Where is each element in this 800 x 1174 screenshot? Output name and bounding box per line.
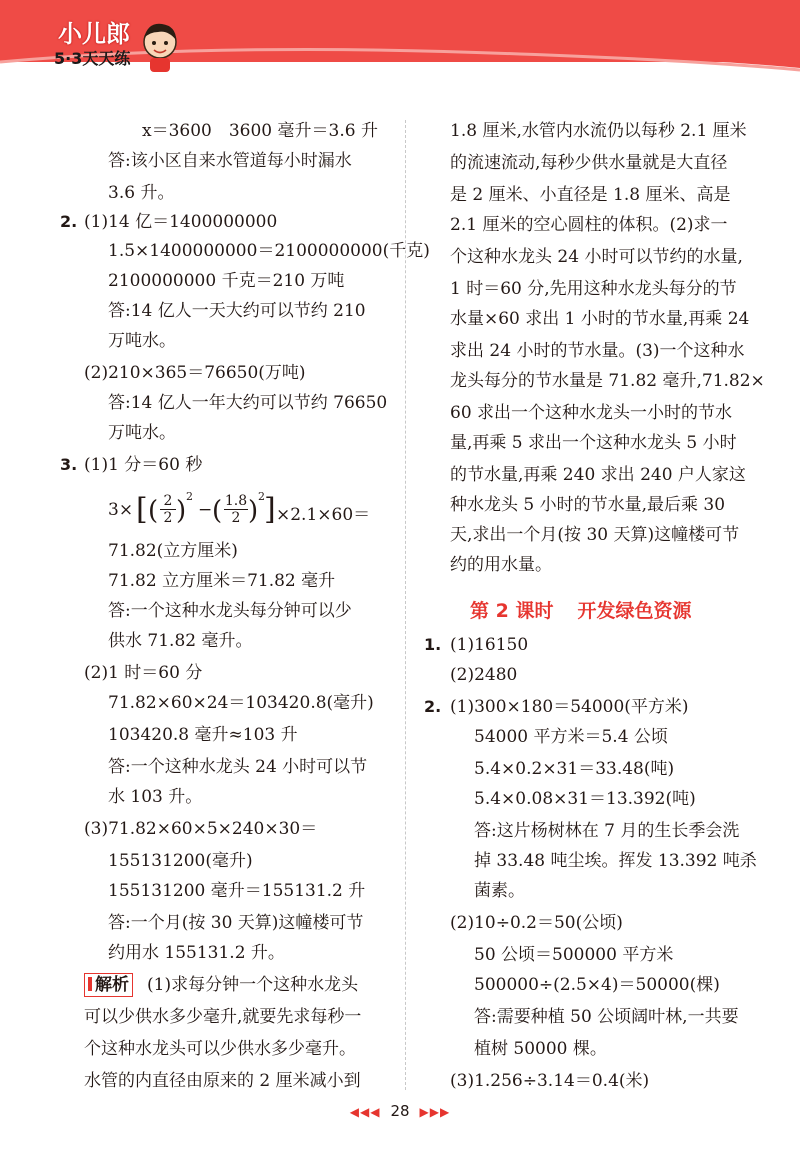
fraction-1-numerator: 2 [163,493,173,509]
text-line: 5.4×0.08×31＝13.392(吨) [474,789,696,809]
section-name: 开发绿色资源 [577,600,692,622]
series-name: 5·3天天练 [54,49,131,68]
text-line: 种水龙头 5 小时的节水量,最后乘 30 [450,495,726,515]
analysis-line [84,972,358,998]
fraction-2-denominator: 2 [224,509,248,526]
right-paren: ) [176,496,187,526]
left-paren: ( [212,496,223,526]
text-line: 答:一个这种水龙头每分钟可以少 [108,601,352,621]
text-line: 个这种水龙头可以少供水多少毫升。 [84,1039,356,1059]
left-paren: ( [148,496,159,526]
text-line: (1)1 分＝60 秒 [84,455,203,475]
section-title [470,596,715,623]
text-line: 可以少供水多少毫升,就要先求每秒一 [84,1007,362,1027]
text-line: (3)71.82×60×5×240×30＝ [84,819,318,839]
text-line: 万吨水。 [108,423,176,443]
text-line: 答:该小区自来水管道每小时漏水 [108,151,352,171]
text-line: 54000 平方米＝5.4 公顷 [474,727,668,747]
text-line: 50 公顷＝500000 平方米 [474,945,674,965]
left-bracket: [ [136,492,148,527]
text-line: 答:需要种植 50 公顷阔叶林,一共要 [474,1007,739,1027]
brand-logo: 小儿郎 [58,20,130,48]
text-line: (1)16150 [450,635,529,655]
text-line: 天,求出一个月(按 30 天算)这幢楼可节 [450,525,740,545]
text-line: 3.6 升。 [108,183,175,203]
analysis-text: (1)求每分钟一个这种水龙头 [147,975,359,995]
text-line: 龙头每分的节水量是 71.82 毫升,71.82× [450,371,765,391]
text-line: 155131200(毫升) [108,851,253,871]
text-line: 60 求出一个这种水龙头一小时的节水 [450,403,733,423]
text-line: 答:一个这种水龙头 24 小时可以节 [108,757,368,777]
text-line: 2100000000 千克＝210 万吨 [108,271,345,291]
text-line: 约的用水量。 [450,555,552,575]
text-line: 答:14 亿人一天大约可以节约 210 [108,301,366,321]
text-line: (2)2480 [450,665,518,685]
section-lesson: 第 2 课时 [470,600,554,622]
text-line: (2)210×365＝76650(万吨) [84,363,306,383]
question-number: 3. [60,455,78,474]
text-line: 1 时＝60 分,先用这种水龙头每分的节 [450,279,737,299]
analysis-tag: 解析 [84,973,133,997]
question-number: 1. [424,635,442,654]
text-line: 掉 33.48 吨尘埃。挥发 13.392 吨杀 [474,851,757,871]
text-line: 71.82(立方厘米) [108,541,238,561]
question-number: 2. [60,212,78,231]
text-line: 菌素。 [474,881,525,901]
text-line: 是 2 厘米、小直径是 1.8 厘米、高是 [450,185,731,205]
page-footer [0,1102,800,1120]
text-line: 万吨水。 [108,331,176,351]
text-line: 植树 50000 棵。 [474,1039,607,1059]
text-line: 5.4×0.2×31＝33.48(吨) [474,759,675,779]
text-line: 水量×60 求出 1 小时的节水量,再乘 24 [450,309,750,329]
boy-mascot-icon [138,18,182,74]
text-line: 答:14 亿人一年大约可以节约 76650 [108,393,388,413]
formula-lead: 3× [108,500,134,520]
text-line: 155131200 毫升＝155131.2 升 [108,881,366,901]
text-line: 水 103 升。 [108,787,203,807]
text-line: 1.5×1400000000＝2100000000(千克) [108,241,430,261]
text-line: 500000÷(2.5×4)＝50000(棵) [474,975,720,995]
text-line: (3)1.256÷3.14＝0.4(米) [450,1071,650,1091]
text-line: 71.82 立方厘米＝71.82 毫升 [108,571,336,591]
column-divider [405,120,406,1090]
text-line: 量,再乘 5 求出一个这种水龙头 5 小时 [450,433,737,453]
formula-tail: ×2.1×60＝ [276,505,371,525]
minus-sign: − [198,500,213,520]
text-line: 约用水 155131.2 升。 [108,943,285,963]
text-line: 1.8 厘米,水管内水流仍以每秒 2.1 厘米 [450,121,747,141]
text-line: x＝3600 3600 毫升＝3.6 升 [142,121,378,141]
text-line: 供水 71.82 毫升。 [108,631,253,651]
triangle-left-icons: ◀◀◀ [349,1105,381,1119]
right-paren: ) [248,496,259,526]
text-line: 的节水量,再乘 240 求出 240 户人家这 [450,465,746,485]
exponent-2: 2 [258,490,265,503]
text-line: 求出 24 小时的节水量。(3)一个这种水 [450,341,745,361]
fraction-2-numerator: 1.8 [224,493,248,509]
fraction-1-denominator: 2 [160,509,176,526]
text-line: 的流速流动,每秒少供水量就是大直径 [450,153,728,173]
text-line: 答:这片杨树林在 7 月的生长季会洗 [474,821,740,841]
exponent-1: 2 [186,490,193,503]
text-line: 答:一个月(按 30 天算)这幢楼可节 [108,913,364,933]
fraction-2 [224,493,248,526]
text-line: (2)10÷0.2＝50(公顷) [450,913,623,933]
fraction-1 [160,493,176,526]
text-line: 水管的内直径由原来的 2 厘米减小到 [84,1071,361,1091]
text-line: (1)14 亿＝1400000000 [84,212,278,232]
text-line: 71.82×60×24＝103420.8(毫升) [108,693,374,713]
triangle-right-icons: ▶▶▶ [419,1105,451,1119]
text-line: 103420.8 毫升≈103 升 [108,725,298,745]
text-line: (2)1 时＝60 分 [84,663,203,683]
right-bracket: ] [264,492,276,527]
text-line: 个这种水龙头 24 小时可以节约的水量, [450,247,743,267]
question-number: 2. [424,697,442,716]
text-line: (1)300×180＝54000(平方米) [450,697,689,717]
text-line: 2.1 厘米的空心圆柱的体积。(2)求一 [450,215,728,235]
page-number: 28 [390,1102,410,1120]
